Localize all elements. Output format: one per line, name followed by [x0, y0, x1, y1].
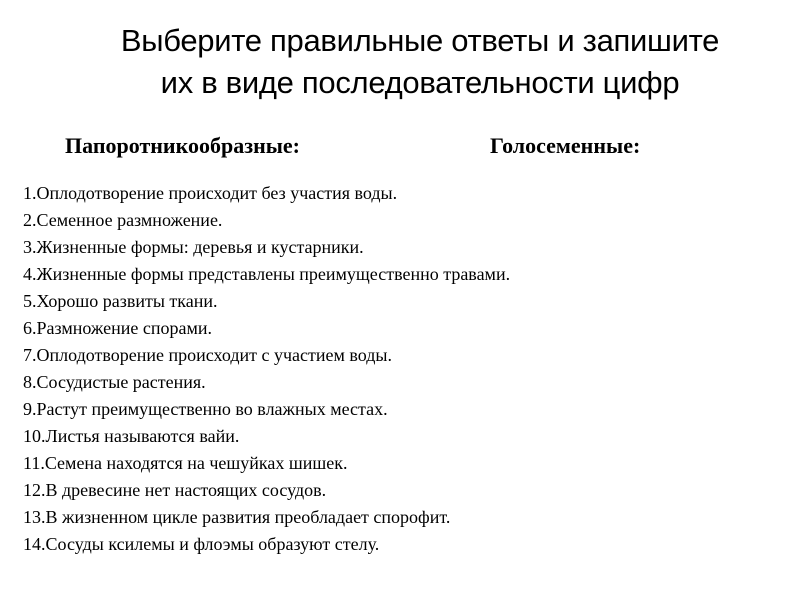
statement-item: 9.Растут преимущественно во влажных местах. [23, 399, 388, 419]
column-heading-ferns: Папоротникообразные: [65, 133, 301, 158]
statement-item: 6.Размножение спорами. [23, 318, 213, 338]
statement-item: 12.В древесине нет настоящих сосудов. [23, 480, 327, 500]
page-title [60, 20, 780, 104]
statement-item: 10.Листья называются вайи. [23, 426, 240, 446]
statement-item: 1.Оплодотворение происходит без участия воды. [23, 183, 398, 203]
title-line-1: Выберите правильные ответы и запишите [120, 23, 720, 58]
statement-item: 3.Жизненные формы: деревья и кустарники. [23, 237, 364, 257]
statement-item: 2.Семенное размножение. [23, 210, 223, 230]
statement-item: 13.В жизненном цикле развития преобладает спорофит. [23, 507, 451, 527]
statement-item: 14.Сосуды ксилемы и флоэмы образуют стелу. [23, 534, 380, 554]
statement-item: 5.Хорошо развиты ткани. [23, 291, 218, 311]
statement-list [23, 180, 510, 558]
statement-item: 11.Семена находятся на чешуйках шишек. [23, 453, 348, 473]
statement-item: 4.Жизненные формы представлены преимущественно травами. [23, 264, 511, 284]
title-line-2: их в виде последовательности цифр [160, 65, 680, 100]
column-heading-gymnosperms: Голосеменные: [490, 133, 641, 158]
statement-item: 8.Сосудистые растения. [23, 372, 206, 392]
statement-item: 7.Оплодотворение происходит с участием воды. [23, 345, 392, 365]
